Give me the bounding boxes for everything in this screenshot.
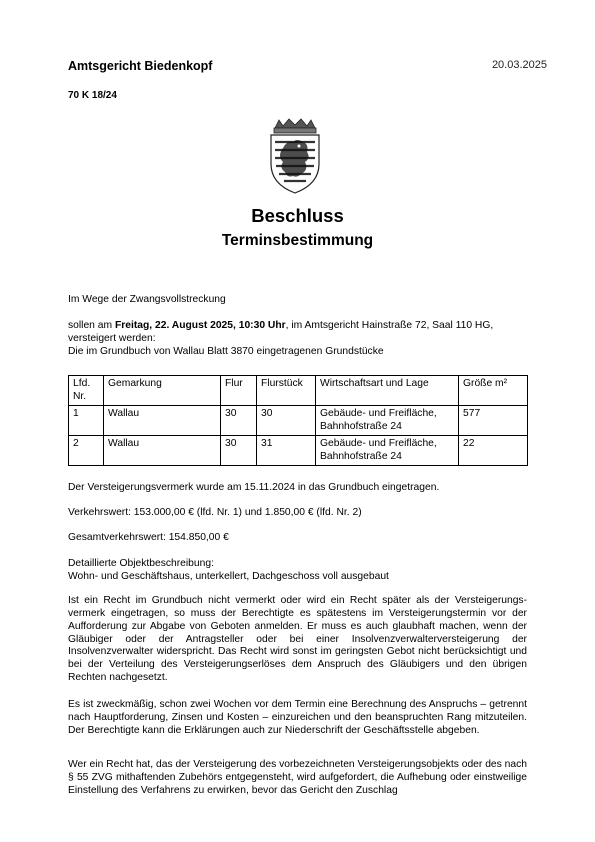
page-subtitle: Terminsbestimmung [221,232,374,249]
auction-datetime: Freitag, 22. August 2025, 10:30 Uhr [114,320,286,331]
paragraph-opposing-rights: Wer ein Recht hat, das der Versteigerung des vorbezeichneten Versteigerungsobjekts oder des nach § 55 ZVG mithaftenden Zubehörs entgegensteht, wird aufgefordert, die Aufhebung oder einstweilige Einstellung des Verfahrens zu erwirken, bevor das Gericht den Zuschlag [68,759,527,796]
cell-flur: 30 [221,406,257,436]
cell-art-line1: Gebäude- und Freifläche, [320,408,437,420]
table-row [69,436,528,466]
court-name: Amtsgericht Biedenkopf [68,59,213,73]
auction-paragraph [68,320,527,359]
cell-groesse: 577 [459,406,528,436]
cell-no: 2 [69,436,104,466]
cell-art [316,436,459,466]
cell-art [316,406,459,436]
cell-art-line2: Bahnhofstraße 24 [320,450,402,462]
col-header-no: Lfd. Nr. [69,376,104,406]
col-header-flurstueck: Flurstück [257,376,316,406]
coat-of-arms-icon [263,118,327,194]
table-row [69,406,528,436]
cell-flurstueck: 31 [257,436,316,466]
cell-flur: 30 [221,436,257,466]
vermerk-text: Der Versteigerungsvermerk wurde am 15.11.2024 in das Grundbuch eingetragen. [68,482,440,493]
cell-art-line2: Bahnhofstraße 24 [320,420,402,432]
object-description [68,558,527,584]
object-description-text: Wohn- und Geschäftshaus, unterkellert, Dachgeschoss voll ausgebaut [68,570,389,582]
col-header-flur: Flur [221,376,257,406]
file-number: 70 K 18/24 [68,90,117,101]
gesamtverkehrswert-text: Gesamtverkehrswert: 154.850,00 € [68,532,229,543]
table-header-row [69,376,528,406]
col-header-groesse: Größe m² [459,376,528,406]
cell-no: 1 [69,406,104,436]
cell-art-line1: Gebäude- und Freifläche, [320,438,437,450]
object-description-label: Detaillierte Objektbeschreibung: [68,558,214,569]
cell-gemarkung: Wallau [104,436,221,466]
page-title: Beschluss [251,205,344,226]
verkehrswert-text: Verkehrswert: 153.000,00 € (lfd. Nr. 1) und 1.850,00 € (lfd. Nr. 2) [68,507,362,518]
paragraph-rights-registration: Ist ein Recht im Grundbuch nicht vermerkt oder wird ein Recht später als der Versteigerungs-vermerk eingetragen, so muss der Berechtigte es spätestens im Versteigerungstermin vor der Aufforderung zur Abgabe von Geboten anmelden. Er muss es auch glaubhaft machen, wenn der Gläubiger oder der Antragsteller oder bei einer Insolvenzverwalterversteigerung der Insolvenzverwalter widerspricht. Das Recht wird sonst im geringsten Gebot nicht berücksichtigt und bei der Verteilung des Versteigerungserlöses dem Anspruch des Gläubigers und den übrigen Rechten nachgesetzt. [68,595,527,684]
col-header-gemarkung: Gemarkung [104,376,221,406]
auction-line2: versteigert werden: [68,332,156,344]
hesse-lion-crest-icon [263,118,327,194]
auction-prefix: sollen am [68,320,115,331]
cell-gemarkung: Wallau [104,406,221,436]
auction-location: , im Amtsgericht Hainstraße 72, Saal 110 HG, [285,320,494,331]
intro-text: Im Wege der Zwangsvollstreckung [68,294,226,305]
cell-flurstueck: 30 [257,406,316,436]
col-header-art: Wirtschaftsart und Lage [316,376,459,406]
auction-line3: Die im Grundbuch von Wallau Blatt 3870 eingetragenen Grundstücke [68,345,384,357]
cell-groesse: 22 [459,436,528,466]
paragraph-claim-calculation: Es ist zweckmäßig, schon zwei Wochen vor dem Termin eine Berechnung des Anspruchs – getrennt nach Hauptforderung, Zinsen und Kosten – einzureichen und den beanspruchten Rang mitzuteilen. Der Berechtigte kann die Erklärungen auch zur Niederschrift der Geschäftsstelle abgeben. [68,699,527,736]
property-table [68,375,528,466]
document-date: 20.03.2025 [491,59,547,71]
